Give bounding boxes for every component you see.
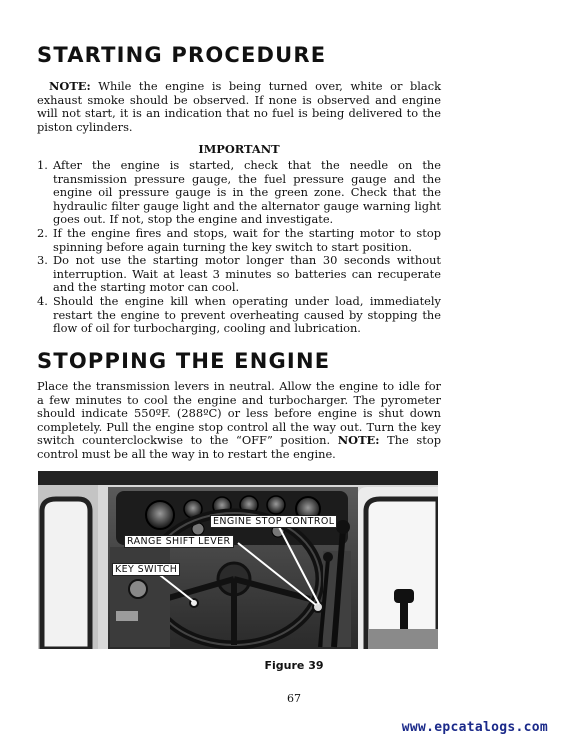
list-item: 3. Do not use the starting motor longer than 30 seconds without interruption. Wait at least 3 minutes so batteries can recuperate and the starting motor can cool. <box>37 253 441 295</box>
figure-dashboard-photo <box>38 471 438 649</box>
dashboard-illustration <box>38 471 438 649</box>
stopping-paragraph: Place the transmission levers in neutral. Allow the engine to idle for a few minutes to cool the engine and turbocharger. The pyrometer should indicate 550ºF. (288ºC) or less before engine is shut down completely. Pull the engine stop control all the way out. Turn the key switch counterclockwise to the “OFF” position. NOTE: The stop control must be all the way in to restart the engine. <box>37 379 441 461</box>
important-heading: IMPORTANT <box>198 142 280 156</box>
note-label: NOTE: <box>49 79 91 93</box>
starting-note <box>37 80 441 134</box>
figure-caption: Figure 39 <box>264 659 324 672</box>
footer-watermark-url: www.epcatalogs.com <box>401 720 548 735</box>
list-item: 4. Should the engine kill when operating under load, immediately restart the engine to prevent overheating caused by stopping the flow of oil for turbocharging, cooling and lubrication. <box>37 293 441 336</box>
important-list <box>37 159 441 336</box>
heading-stopping-engine: STOPPING THE ENGINE <box>37 349 331 373</box>
stop-note-label: NOTE: <box>337 433 380 448</box>
note-text: While the engine is being turned over, white or black exhaust smoke should be observed. If none is observed and engine will not start, it is an indication that no fuel is being delivered to the piston cylinders. <box>37 79 441 134</box>
callout-range-shift-lever: RANGE SHIFT LEVER <box>124 535 234 548</box>
heading-starting-procedure: STARTING PROCEDURE <box>37 43 327 67</box>
page-number: 67 <box>287 692 301 705</box>
callout-key-switch: KEY SWITCH <box>112 563 180 576</box>
list-item: 2. If the engine fires and stops, wait for the starting motor to stop spinning before again turning the key switch to start position. <box>37 225 441 254</box>
callout-engine-stop-control: ENGINE STOP CONTROL <box>210 515 337 528</box>
list-item: 1. After the engine is started, check that the needle on the transmission pressure gauge, the fuel pressure gauge and the engine oil pressure gauge is in the green zone. Check that the hydraulic filter gauge light and the alternator gauge warning light goes out. If not, stop the engine and investigate. <box>37 158 441 227</box>
